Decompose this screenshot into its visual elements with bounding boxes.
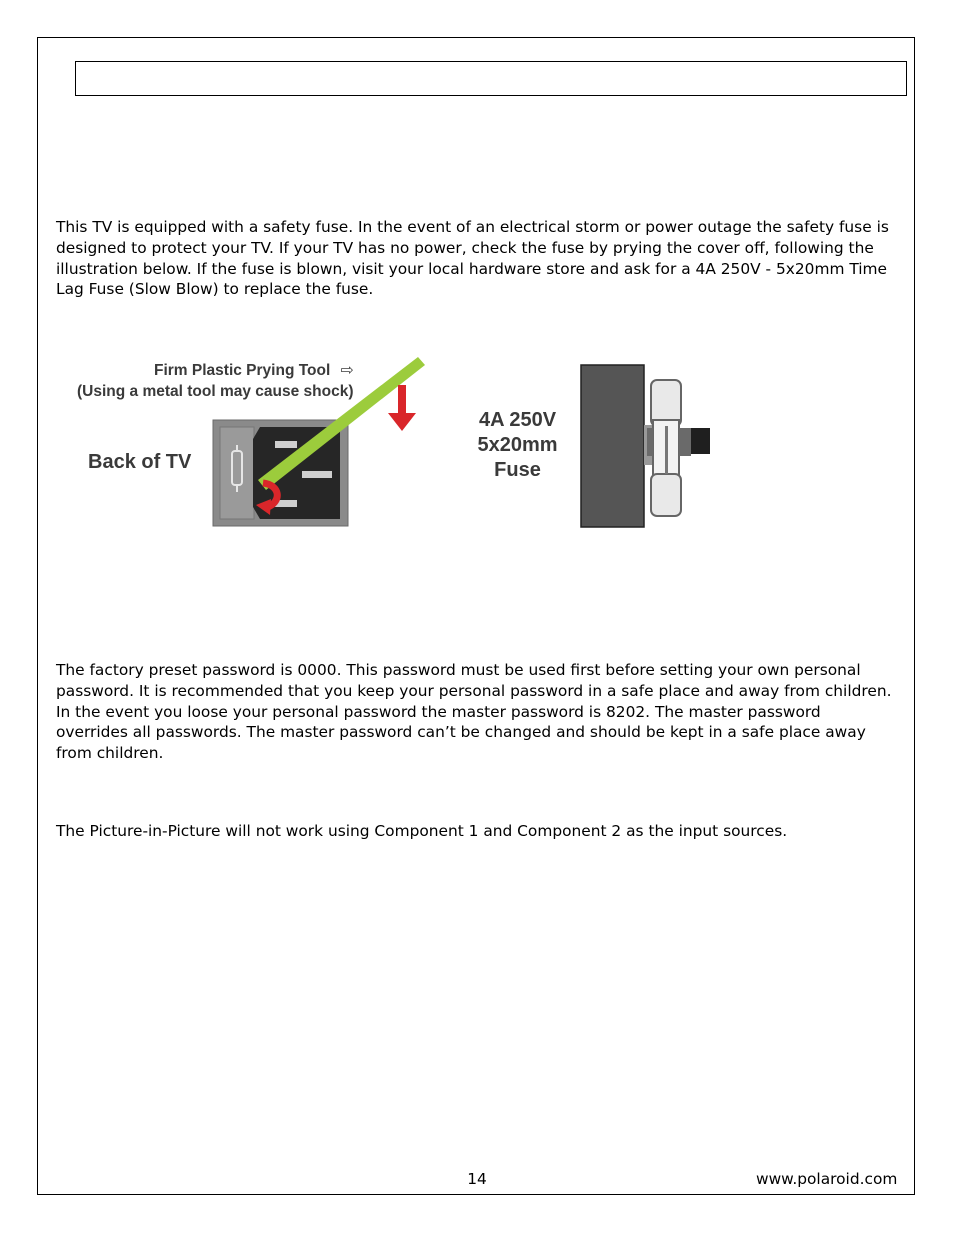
arrow-right-icon: ⇨ xyxy=(340,362,354,379)
password-paragraph: The factory preset password is 0000. This password must be used first before setting your own personal password. It is recommended that you keep your personal password in a safe place and away from children. In the event you loose your personal password the master password is 8202. The master password overrides all passwords. The master password can’t be changed and should be kept in a safe place away from children. xyxy=(56,661,892,763)
back-of-tv-label: Back of TV xyxy=(88,451,192,473)
fuse-removal-illustration xyxy=(70,355,440,535)
metal-tool-warning: (Using a metal tool may cause shock) xyxy=(77,383,354,400)
push-down-arrow xyxy=(388,413,416,431)
page-frame xyxy=(37,37,915,1195)
website-link[interactable]: www.polaroid.com xyxy=(756,1170,898,1188)
fuse-panel xyxy=(581,365,644,527)
fuse-paragraph: This TV is equipped with a safety fuse. In the event of an electrical storm or power outage the safety fuse is designed to protect your TV. If your TV has no power, check the fuse by prying the cover off, following the illustration below. If the fuse is blown, visit your local hardware store and ask for a 4A 250V - 5x20mm Time Lag Fuse (Slow Blow) to replace the fuse. xyxy=(56,218,889,299)
pip-paragraph: The Picture-in-Picture will not work using Component 1 and Component 2 as the input sources. xyxy=(56,822,788,840)
page-number: 14 xyxy=(467,1170,487,1188)
fuse-spec-label: 4A 250V 5x20mm Fuse xyxy=(477,409,558,481)
section-header-box xyxy=(75,61,907,96)
fuse-holder xyxy=(220,427,254,519)
fuse-drawing xyxy=(465,360,725,535)
tool-label: Firm Plastic Prying Tool ⇨ xyxy=(154,362,354,379)
glass-fuse xyxy=(647,380,691,516)
fuse-illustration xyxy=(465,360,725,535)
tv-back-panel-drawing xyxy=(70,355,440,535)
